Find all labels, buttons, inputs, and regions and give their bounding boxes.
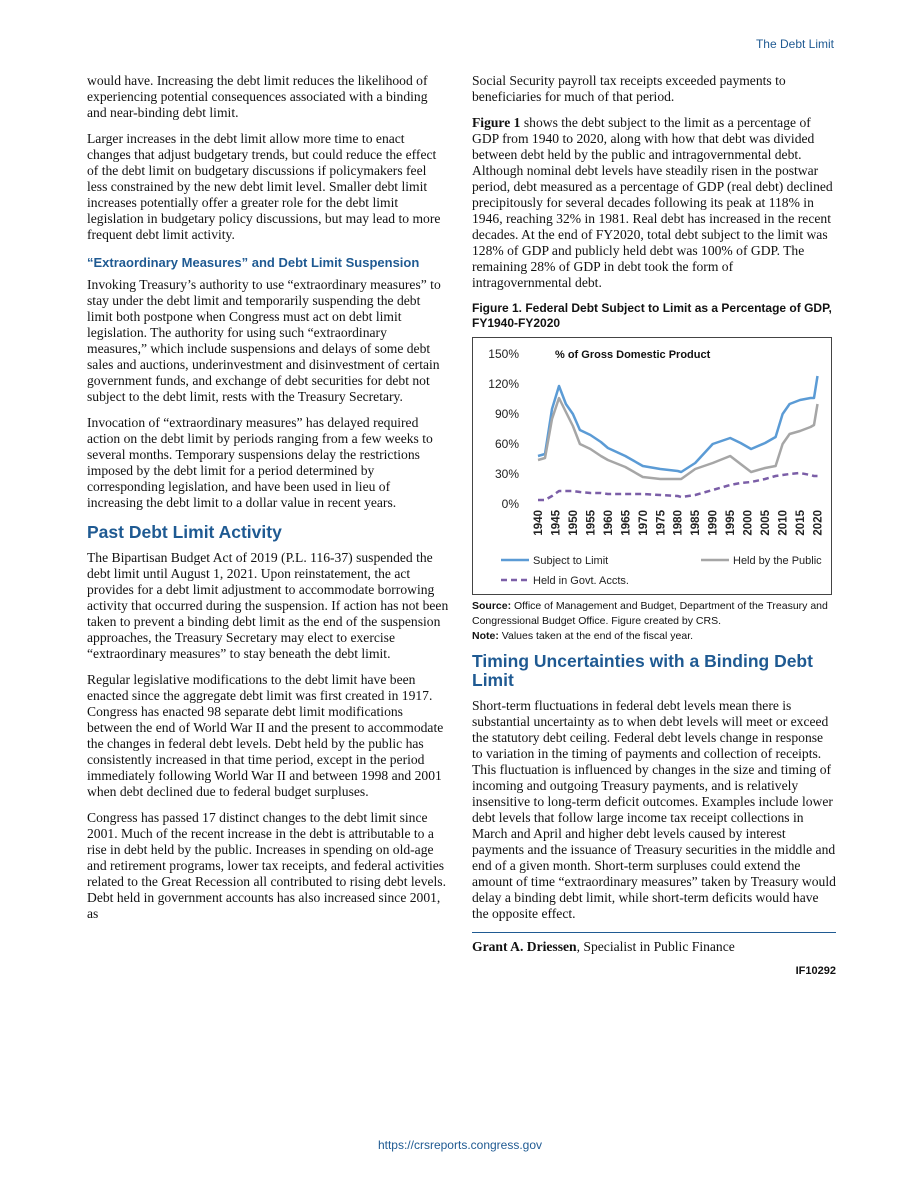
- paragraph: Congress has passed 17 distinct changes to the debt limit since 2001. Much of the recent increase in the debt is attributable to a rise in debt held by the public. Increases in spending on old-age and retirement programs, lower tax receipts, and federal activities related to the Great Recession all contributed to rising debt levels. Debt held in government accounts has also increased since 2001, as: [87, 810, 446, 921]
- note-text: Values taken at the end of the fiscal year.: [498, 630, 694, 642]
- y-tick-label: 60%: [494, 437, 519, 451]
- note-label: Note:: [472, 630, 499, 642]
- debt-chart: [472, 337, 832, 595]
- x-tick-label: 1965: [620, 510, 633, 536]
- author-name: Grant A. Driessen: [472, 939, 577, 954]
- author-role: , Specialist in Public Finance: [576, 939, 735, 954]
- paragraph: would have. Increasing the debt limit reduces the likelihood of experiencing potential consequences associated with a binding and near-binding debt limit.: [87, 73, 428, 120]
- author-signature: [472, 932, 836, 955]
- x-tick-label: 1955: [585, 510, 598, 536]
- x-tick-label: 1950: [567, 510, 580, 536]
- chart-svg: [473, 338, 831, 594]
- x-tick-label: 1975: [655, 510, 668, 536]
- paragraph: Larger increases in the debt limit allow more time to enact changes that adjust budgetary trends, but could reduce the effect of the debt limit on budgetary discussions if policymakers feel less constrained by the new debt limit level. Smaller debt limit increases potentially offer a greater role for the debt limit legislation in budgetary policy discussions, but may lead to more frequent debt limit activity.: [87, 131, 441, 242]
- x-tick-label: 2020: [812, 510, 825, 536]
- paragraph: Invoking Treasury’s authority to use “extraordinary measures” to stay under the debt limit and temporarily suspending the debt limit both postpone when Congress must act on debt limit legislation. The authority for using such “extraordinary measures,” which include suspensions and delays of some debt sales and auctions, underinvestment and disinvestment of certain government funds, and exchange of debt securities for debt not subject to the debt limit, rests with the Treasury Secretary.: [87, 277, 441, 404]
- paragraph: Regular legislative modifications to the debt limit have been enacted since the aggregate debt limit was first created in 1917. Congress has enacted 98 separate debt limit modifications between the end of World War II and the present to accommodate the changes in federal debt levels. Debt held by the public has consistently increased in that time period, except in the period immediately following World War II and between 1998 and 2001 when debt declined due to federal budget surpluses.: [87, 672, 444, 799]
- x-tick-label: 1995: [725, 510, 738, 536]
- left-column: [87, 73, 449, 932]
- paragraph: The Bipartisan Budget Act of 2019 (P.L. 116-37) suspended the debt limit until August 1, 2021. Upon reinstatement, the act provides for a debt limit adjustment to accommodate borrowing activity that occurred during the suspension. If action has not been taken to prevent a binding debt limit as the end of the suspension approaches, the Treasury Secretary may elect to exercise “extraordinary measures” to stay beneath the debt limit.: [87, 550, 449, 661]
- x-tick-label: 1945: [550, 510, 563, 536]
- x-tick-label: 2015: [795, 510, 808, 536]
- legend-label: Held in Govt. Accts.: [533, 575, 629, 587]
- x-tick-label: 1985: [690, 510, 703, 536]
- paragraph-figure-ref: [472, 115, 836, 291]
- source-text: Office of Management and Budget, Department of the Treasury and Congressional Budget Office. Figure created by CRS.: [472, 600, 828, 627]
- figure-note: [472, 629, 836, 644]
- y-tick-label: 150%: [488, 347, 519, 361]
- source-label: Source:: [472, 600, 512, 612]
- running-header: The Debt Limit: [755, 37, 834, 51]
- paragraph: Social Security payroll tax receipts exceeded payments to beneficiaries for much of that period.: [472, 73, 786, 104]
- y-tick-label: 120%: [488, 377, 519, 391]
- series-line-subject-to-limit: [538, 376, 818, 472]
- x-tick-label: 2000: [742, 510, 755, 536]
- footer-url[interactable]: https://crsreports.congress.gov: [377, 1138, 543, 1152]
- x-tick-label: 1940: [532, 510, 545, 536]
- x-tick-label: 1970: [637, 510, 650, 536]
- paragraph: Short-term fluctuations in federal debt levels mean there is substantial uncertainty as to when debt levels will meet or exceed the statutory debt ceiling. Federal debt levels change in response to variation in the timing of payments and collection of receipts. This fluctuation is influenced by changes in the size and timing of incoming and outgoing Treasury payments, and is relatively insensitive to long-term deficit outcomes. Examples include lower debt levels that follow large income tax receipt collections in March and April and higher debt levels caused by interest payments and the issuance of Treasury securities in the middle and end of a given month. Short-term surpluses could extend the amount of time “extraordinary measures” taken by Treasury would delay a binding debt limit, while short-term deficits would have the opposite effect.: [472, 698, 836, 921]
- figure-ref-link[interactable]: Figure 1: [472, 115, 521, 130]
- series-line-held-by-the-public: [538, 398, 818, 479]
- paragraph: Invocation of “extraordinary measures” has delayed required action on the debt limit by periods ranging from a few weeks to several months. Temporary suspensions delay the restrictions imposed by the debt limit for a period determined by corresponding legislation, and have been used in lieu of increasing the debt limit to a dollar value in recent years.: [87, 415, 433, 510]
- x-tick-label: 2010: [777, 510, 790, 536]
- chart-title: % of Gross Domestic Product: [555, 349, 711, 361]
- x-tick-label: 1980: [672, 510, 685, 536]
- y-tick-label: 0%: [501, 497, 519, 511]
- series-line-held-in-govt-accts-: [538, 473, 818, 500]
- x-tick-label: 1960: [602, 510, 615, 536]
- section-heading-timing: Timing Uncertainties with a Binding Debt Limit: [472, 651, 813, 690]
- figure-source: [472, 599, 836, 629]
- paragraph-text: shows the debt subject to the limit as a percentage of GDP from 1940 to 2020, along with how that debt was divided between debt held by the public and intragovernmental debt. Although nominal debt levels have steadily risen in the postwar period, debt measured as a percentage of GDP (real debt) declined precipitously for several decades following its peak at 118% in 1946, reaching 32% in 1981. Real debt has increased in the recent decades. At the end of FY2020, total debt subject to the limit was 128% of GDP and publicly held debt was 100% of GDP. The remaining 28% of GDP in debt took the form of intragovernmental debt.: [472, 115, 833, 290]
- x-tick-label: 2005: [760, 510, 773, 536]
- y-tick-label: 90%: [494, 407, 519, 421]
- subheading-extraordinary-measures: “Extraordinary Measures” and Debt Limit Suspension: [87, 255, 420, 270]
- y-tick-label: 30%: [494, 467, 519, 481]
- figure-title: Figure 1. Federal Debt Subject to Limit as a Percentage of GDP, FY1940-FY2020: [472, 301, 832, 330]
- legend-label: Held by the Public: [733, 555, 822, 567]
- x-tick-label: 1990: [707, 510, 720, 536]
- right-column: [472, 73, 836, 979]
- document-code: IF10292: [795, 965, 836, 977]
- section-heading-past-activity: Past Debt Limit Activity: [87, 522, 282, 542]
- legend-label: Subject to Limit: [533, 555, 609, 567]
